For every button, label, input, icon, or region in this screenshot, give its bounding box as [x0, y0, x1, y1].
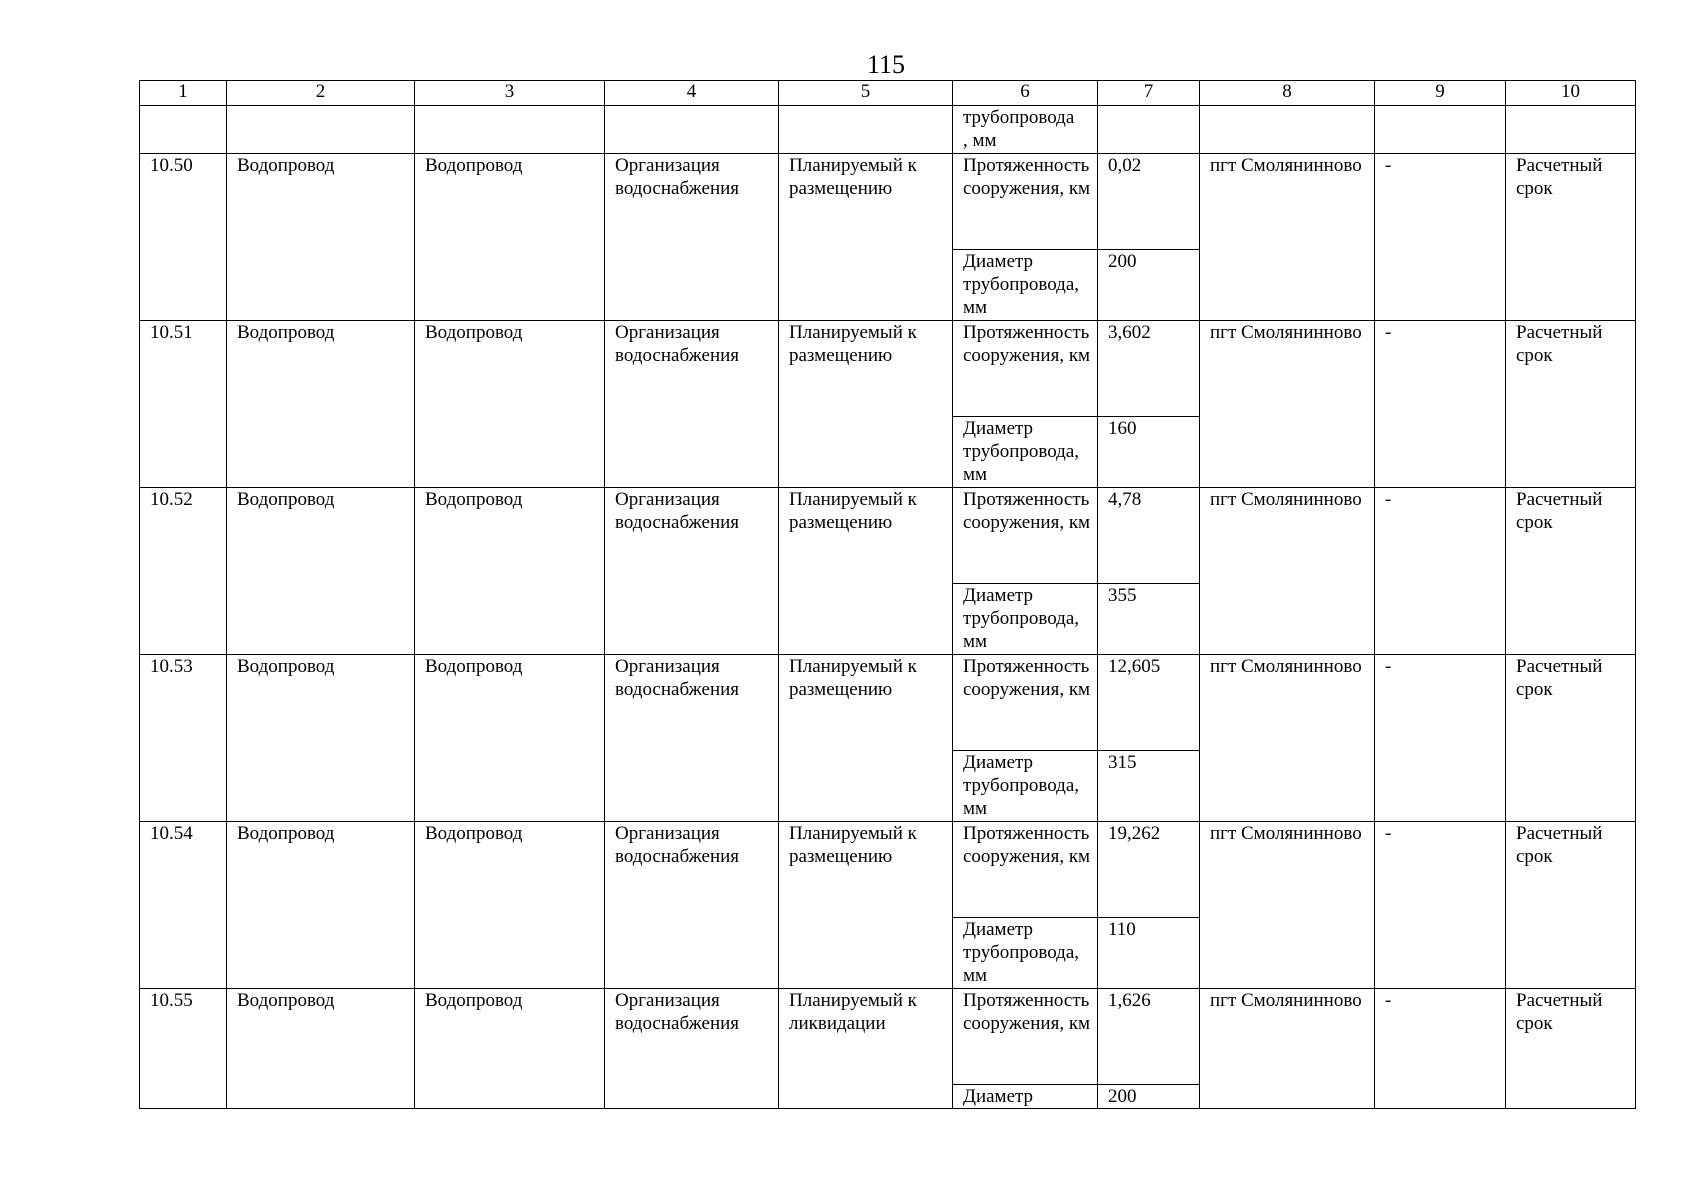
object-status: Планируемый к ликвидации — [779, 989, 953, 1109]
param2-label: Диаметр трубопровода, мм — [953, 918, 1098, 989]
param1-label: Протяженность сооружения, км — [953, 154, 1098, 250]
implementation-term: Расчетный срок — [1506, 321, 1636, 488]
column-header: 6 — [953, 81, 1098, 106]
param2-value: 160 — [1098, 417, 1200, 488]
column-header: 1 — [140, 81, 227, 106]
carryover-row — [140, 106, 1636, 154]
object-status: Планируемый к размещению — [779, 321, 953, 488]
param1-label: Протяженность сооружения, км — [953, 488, 1098, 584]
carryover-param-label: трубопровода , мм — [953, 106, 1098, 154]
object-purpose: Организация водоснабжения — [605, 488, 779, 655]
functional-zone: - — [1375, 488, 1506, 655]
param1-value: 0,02 — [1098, 154, 1200, 250]
row-id: 10.54 — [140, 822, 227, 989]
row-id: 10.51 — [140, 321, 227, 488]
column-number-row — [140, 81, 1636, 106]
object-location: пгт Смолянинново — [1200, 822, 1375, 989]
object-location: пгт Смолянинново — [1200, 989, 1375, 1109]
column-header: 3 — [415, 81, 605, 106]
object-purpose: Организация водоснабжения — [605, 154, 779, 321]
table-row — [140, 488, 1636, 584]
column-header: 4 — [605, 81, 779, 106]
object-type: Водопровод — [415, 989, 605, 1109]
object-location: пгт Смолянинново — [1200, 154, 1375, 321]
param2-value: 200 — [1098, 250, 1200, 321]
page-number: 115 — [866, 50, 906, 79]
table-row — [140, 321, 1636, 417]
param2-value: 110 — [1098, 918, 1200, 989]
object-location: пгт Смолянинново — [1200, 655, 1375, 822]
object-purpose: Организация водоснабжения — [605, 321, 779, 488]
param2-label: Диаметр трубопровода, мм — [953, 417, 1098, 488]
param2-value: 200 — [1098, 1085, 1200, 1109]
table-row — [140, 822, 1636, 918]
object-type: Водопровод — [415, 154, 605, 321]
functional-zone: - — [1375, 989, 1506, 1109]
param1-value: 4,78 — [1098, 488, 1200, 584]
functional-zone: - — [1375, 321, 1506, 488]
param2-label: Диаметр трубопровода, мм — [953, 751, 1098, 822]
object-location: пгт Смолянинново — [1200, 321, 1375, 488]
table-row — [140, 655, 1636, 751]
object-location: пгт Смолянинново — [1200, 488, 1375, 655]
row-id: 10.53 — [140, 655, 227, 822]
row-id: 10.52 — [140, 488, 227, 655]
object-status: Планируемый к размещению — [779, 154, 953, 321]
object-status: Планируемый к размещению — [779, 488, 953, 655]
object-name: Водопровод — [227, 989, 415, 1109]
param2-value: 355 — [1098, 584, 1200, 655]
object-type: Водопровод — [415, 822, 605, 989]
param2-value: 315 — [1098, 751, 1200, 822]
column-header: 2 — [227, 81, 415, 106]
object-purpose: Организация водоснабжения — [605, 655, 779, 822]
param2-label: Диаметр трубопровода, мм — [953, 584, 1098, 655]
param1-value: 19,262 — [1098, 822, 1200, 918]
implementation-term: Расчетный срок — [1506, 655, 1636, 822]
table-row — [140, 989, 1636, 1085]
param1-label: Протяженность сооружения, км — [953, 655, 1098, 751]
table-row — [140, 154, 1636, 250]
column-header: 5 — [779, 81, 953, 106]
param2-label: Диаметр трубопровода, мм — [953, 250, 1098, 321]
object-name: Водопровод — [227, 154, 415, 321]
object-type: Водопровод — [415, 321, 605, 488]
param1-label: Протяженность сооружения, км — [953, 989, 1098, 1085]
functional-zone: - — [1375, 655, 1506, 822]
param1-value: 1,626 — [1098, 989, 1200, 1085]
object-name: Водопровод — [227, 655, 415, 822]
row-id: 10.55 — [140, 989, 227, 1109]
object-name: Водопровод — [227, 321, 415, 488]
implementation-term: Расчетный срок — [1506, 154, 1636, 321]
param1-value: 12,605 — [1098, 655, 1200, 751]
object-purpose: Организация водоснабжения — [605, 822, 779, 989]
object-type: Водопровод — [415, 655, 605, 822]
object-type: Водопровод — [415, 488, 605, 655]
column-header: 10 — [1506, 81, 1636, 106]
implementation-term: Расчетный срок — [1506, 822, 1636, 989]
object-name: Водопровод — [227, 488, 415, 655]
param2-label: Диаметр — [953, 1085, 1098, 1109]
registry-table — [139, 80, 1636, 1109]
row-id: 10.50 — [140, 154, 227, 321]
object-name: Водопровод — [227, 822, 415, 989]
column-header: 8 — [1200, 81, 1375, 106]
param1-value: 3,602 — [1098, 321, 1200, 417]
column-header: 7 — [1098, 81, 1200, 106]
functional-zone: - — [1375, 154, 1506, 321]
object-status: Планируемый к размещению — [779, 655, 953, 822]
functional-zone: - — [1375, 822, 1506, 989]
column-header: 9 — [1375, 81, 1506, 106]
object-purpose: Организация водоснабжения — [605, 989, 779, 1109]
param1-label: Протяженность сооружения, км — [953, 822, 1098, 918]
implementation-term: Расчетный срок — [1506, 989, 1636, 1109]
param1-label: Протяженность сооружения, км — [953, 321, 1098, 417]
object-status: Планируемый к размещению — [779, 822, 953, 989]
implementation-term: Расчетный срок — [1506, 488, 1636, 655]
